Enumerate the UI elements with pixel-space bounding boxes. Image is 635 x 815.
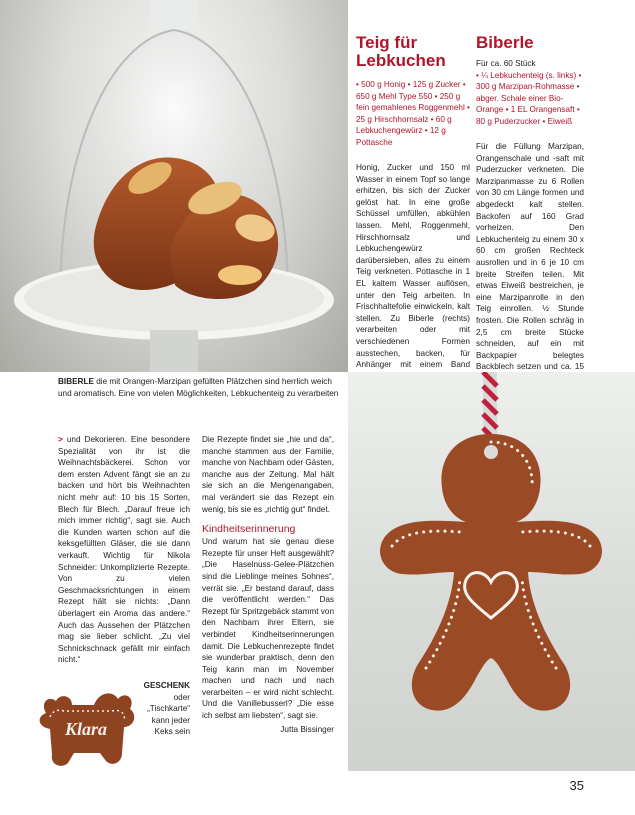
article-column-2 (202, 434, 334, 735)
cloche-illustration (0, 0, 348, 372)
photo-biberle-cloche (0, 0, 348, 372)
cookie-name: Klara (64, 719, 108, 739)
reindeer-cookie-icon (28, 683, 146, 775)
ingredients-list: • ¼ Lebkuchenteig (s. links) • 300 g Marzipan-Rohmasse • abger. Schale einer Bio-Orange • 1 EL Orangensaft • 80 g Puderzucker • Eiweiß (476, 70, 582, 126)
recipe-lebkuchen (356, 34, 470, 382)
gift-lead: GESCHENK (143, 681, 190, 690)
gift-text: oder „Tischkarte“ kann jeder Keks sein (147, 692, 190, 736)
ingredients-list: • 500 g Honig • 125 g Zucker • 650 g Mehl Type 550 • 250 g fein gemahlenes Roggenmehl • 25 g Hirschhornsalz • 60 g Lebkuchengewürz • 12 g Pottasche (356, 80, 470, 147)
subheading: Kindheitserinnerung (202, 523, 296, 536)
article-paragraph: Die Rezepte findet sie „hie und da“, manche stammen aus der Familie, manche von Nachbarn oder Gästen, manche aus der Zeitung. Mal hält sie sich an die Mengenangaben, mal verändert sie das Rezept ein wenig, bis sie es „richtig gut“ findet. (202, 435, 334, 514)
recipe-title: Biberle (476, 33, 534, 52)
gift-caption (140, 680, 190, 738)
recipe-title: Teig für Lebkuchen (356, 33, 446, 70)
continue-arrow: > (58, 435, 63, 444)
yield-text: Für ca. 60 Stück (476, 59, 536, 68)
author-name: Jutta Bissinger (280, 724, 334, 734)
recipe-method: Honig, Zucker und 150 ml Wasser in einem Topf so lange erhitzen, bis sich der Zucker gelöst hat. In eine große Schüssel umfüllen, abkühlen lassen. Mehl, Roggenmehl, Hirschhornsalz und Lebkuchengewürz darübersieben, alles zu einem Teig verkneten. Pottasche in 1 EL kaltem Wasser auflösen, unter den Teig arbeiten. In Frischhaltefolie einwickeln, kalt stellen. Zu Biberle (rechts) verarbeiten oder mit verschiedenen Formen ausstechen, backen, für Anhänger mit einem Band (356, 163, 470, 370)
page-number: 35 (569, 778, 584, 793)
photo-caption (58, 376, 344, 399)
article-column-1 (58, 434, 190, 666)
photo-gingerbread-man (348, 372, 635, 771)
caption-text: die mit Orangen-Marzipan gefüllten Plätzchen sind herrlich weich und aromatisch. Eine von vielen Möglichkeiten, Lebkuchenteig zu verarbeiten (58, 377, 339, 398)
recipe-biberle (476, 34, 584, 384)
article-paragraph: Und warum hat sie genau diese Rezepte für unser Heft ausgewählt? „Die Haselnuss-Gelee-Plätzchen sind die Lieblinge meines Sohnes“, verrät sie. „Er bestand darauf, dass die veröffentlicht werden.“ Das Rezept für Spritzgebäck stammt von den Nachbarn ihrer Eltern, sie verbindet Kindheitserinnerungen damit. Die Lebkuchenrezepte findet sie wunderbar praktisch, denn den Teig kann man im November machen und nach und nach verarbeiten – er wird nicht schlecht. Und die Vanillebusserl? „Die esse ich selbst am liebsten“, sagt sie. (202, 537, 334, 721)
cookie-klara-image (28, 683, 146, 775)
article-text: und Dekorieren. Eine besondere Spezialität von ihr ist die Weihnachtsbäckerei. Schon vor dem ersten Advent fängt sie an zu backen und hört bis Weihnachten nicht mehr auf: 10 bis 15 Sorten, Blech für Blech. „Darauf freue ich mich immer richtig“, sagt sie. Auch die Kunden warten schon auf die keksgefüllten Gläser, die sie dann verkauft. Wichtig für Nikola Schneider: Unkomplizierte Rezepte. Von zu vielen Geschmacksrichtungen in einem Rezept hält sie nichts: „Dann überlagert ein Aroma das andere.“ Auch das Aussehen der Plätzchen mag sie lieber schlicht. „Zu viel Schnickschnack gefällt mir einfach nicht.“ (58, 435, 191, 665)
recipe-method: Für die Füllung Marzipan, Orangenschale und -saft mit Puderzucker verkneten. Die Marzipanmasse zu 6 Rollen von 30 cm Länge formen und abgedeckt kalt stellen. Backofen auf 160 Grad vorheizen. Den Lebkuchenteig zu einem 30 x 60 cm großen Rechteck ausrollen und in 6 je 10 cm breite Streifen teilen. Mit etwas Eiweiß bestreichen, je eine Marzipanrolle in den Teig einrollen. ½ Stunde frosten. Die Rollen schräg in 2,5 cm breite Stücke schneiden, auf ein mit Backpapier belegtes Backblech setzen und ca. 15 (476, 142, 584, 372)
gingerbread-man-illustration (348, 372, 635, 771)
caption-lead: BIBERLE (58, 377, 94, 386)
